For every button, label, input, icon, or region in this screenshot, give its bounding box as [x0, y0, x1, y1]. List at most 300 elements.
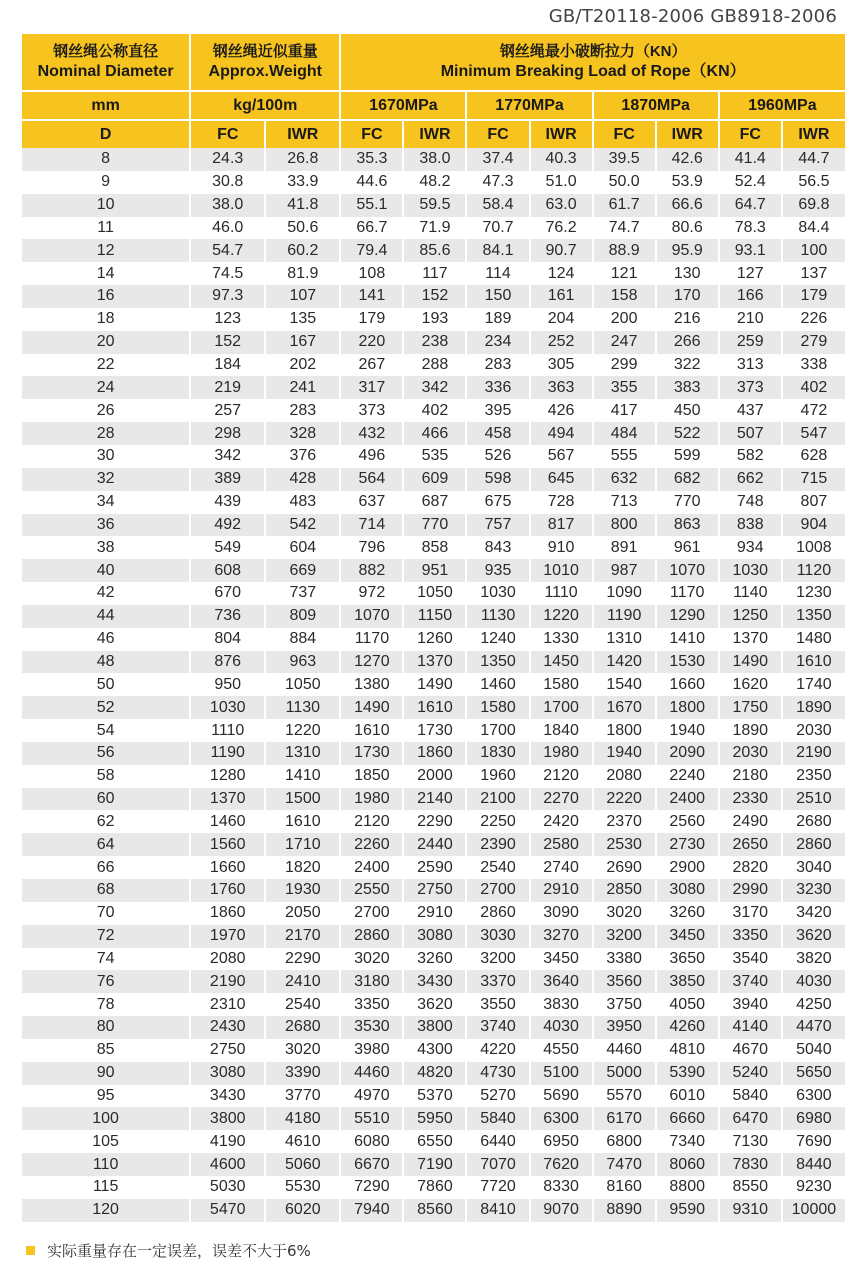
table-cell: 3260 [656, 902, 719, 925]
table-cell: 342 [190, 445, 265, 468]
table-cell: 37.4 [466, 148, 529, 171]
table-cell: 107 [265, 285, 340, 308]
table-row [22, 559, 845, 582]
table-cell: 1120 [782, 559, 845, 582]
table-row [22, 673, 845, 696]
table-cell: 2680 [265, 1016, 340, 1039]
table-cell: 100 [782, 239, 845, 262]
table-cell: 8160 [593, 1176, 656, 1199]
table-cell: 127 [719, 262, 782, 285]
table-cell: 1610 [782, 651, 845, 674]
col-1770-fc: FC [466, 120, 529, 148]
table-cell: 166 [719, 285, 782, 308]
table-cell: 1220 [265, 719, 340, 742]
table-cell: 3080 [656, 879, 719, 902]
table-cell: 61.7 [593, 194, 656, 217]
table-cell: 48.2 [403, 171, 466, 194]
table-cell: 1010 [530, 559, 593, 582]
table-row [22, 308, 845, 331]
table-cell: 483 [265, 491, 340, 514]
table-cell: 2650 [719, 833, 782, 856]
table-cell: 193 [403, 308, 466, 331]
table-cell: 2820 [719, 856, 782, 879]
diameter-cell: 36 [22, 514, 190, 537]
table-cell: 9310 [719, 1199, 782, 1222]
table-cell: 5240 [719, 1062, 782, 1085]
table-row [22, 948, 845, 971]
table-cell: 608 [190, 559, 265, 582]
table-cell: 687 [403, 491, 466, 514]
table-row [22, 148, 845, 171]
table-cell: 1760 [190, 879, 265, 902]
table-cell: 1150 [403, 605, 466, 628]
load-header-zh: 钢丝绳最小破断拉力（KN） [499, 43, 687, 60]
table-cell: 26.8 [265, 148, 340, 171]
table-cell: 170 [656, 285, 719, 308]
table-cell: 41.8 [265, 194, 340, 217]
diameter-cell: 44 [22, 605, 190, 628]
diameter-cell: 24 [22, 376, 190, 399]
table-cell: 7340 [656, 1130, 719, 1153]
table-cell: 336 [466, 376, 529, 399]
table-cell: 3080 [403, 925, 466, 948]
table-cell: 507 [719, 422, 782, 445]
table-cell: 1490 [403, 673, 466, 696]
table-cell: 1890 [782, 696, 845, 719]
table-cell: 1610 [340, 719, 403, 742]
table-row [22, 1153, 845, 1176]
table-cell: 4460 [340, 1062, 403, 1085]
table-cell: 56.5 [782, 171, 845, 194]
table-cell: 496 [340, 445, 403, 468]
table-cell: 1530 [656, 651, 719, 674]
diameter-cell: 120 [22, 1199, 190, 1222]
table-cell: 63.0 [530, 194, 593, 217]
table-cell: 66.6 [656, 194, 719, 217]
table-cell: 7620 [530, 1153, 593, 1176]
table-cell: 737 [265, 582, 340, 605]
table-cell: 1070 [340, 605, 403, 628]
table-cell: 3170 [719, 902, 782, 925]
diameter-cell: 22 [22, 354, 190, 377]
table-row [22, 1107, 845, 1130]
table-cell: 3020 [340, 948, 403, 971]
table-cell: 609 [403, 468, 466, 491]
table-cell: 3830 [530, 993, 593, 1016]
col-1960-iwr: IWR [782, 120, 845, 148]
table-cell: 9590 [656, 1199, 719, 1222]
diameter-cell: 58 [22, 765, 190, 788]
header-row-titles [22, 34, 845, 91]
table-cell: 4600 [190, 1153, 265, 1176]
table-cell: 402 [782, 376, 845, 399]
table-cell: 38.0 [403, 148, 466, 171]
table-cell: 1710 [265, 833, 340, 856]
table-cell: 1740 [782, 673, 845, 696]
table-cell: 7130 [719, 1130, 782, 1153]
header-row-types [22, 120, 845, 148]
table-cell: 5530 [265, 1176, 340, 1199]
table-cell: 5650 [782, 1062, 845, 1085]
table-cell: 3850 [656, 970, 719, 993]
table-cell: 1460 [466, 673, 529, 696]
table-cell: 2290 [403, 810, 466, 833]
table-cell: 3200 [593, 925, 656, 948]
table-cell: 1310 [265, 742, 340, 765]
table-cell: 1170 [656, 582, 719, 605]
table-cell: 432 [340, 422, 403, 445]
table-cell: 3820 [782, 948, 845, 971]
table-row [22, 765, 845, 788]
table-cell: 4220 [466, 1039, 529, 1062]
table-cell: 373 [340, 399, 403, 422]
diameter-cell: 12 [22, 239, 190, 262]
table-cell: 2540 [265, 993, 340, 1016]
table-cell: 1410 [656, 628, 719, 651]
table-cell: 604 [265, 536, 340, 559]
table-cell: 74.7 [593, 217, 656, 240]
table-cell: 137 [782, 262, 845, 285]
table-cell: 450 [656, 399, 719, 422]
diameter-cell: 74 [22, 948, 190, 971]
table-cell: 5000 [593, 1062, 656, 1085]
table-cell: 7470 [593, 1153, 656, 1176]
table-cell: 3540 [719, 948, 782, 971]
table-cell: 807 [782, 491, 845, 514]
table-cell: 1560 [190, 833, 265, 856]
table-row [22, 902, 845, 925]
table-cell: 1730 [403, 719, 466, 742]
table-cell: 1860 [403, 742, 466, 765]
diameter-cell: 68 [22, 879, 190, 902]
table-cell: 713 [593, 491, 656, 514]
table-cell: 748 [719, 491, 782, 514]
col-1960-fc: FC [719, 120, 782, 148]
table-cell: 3270 [530, 925, 593, 948]
table-cell: 2860 [466, 902, 529, 925]
table-cell: 3980 [340, 1039, 403, 1062]
table-cell: 637 [340, 491, 403, 514]
diameter-cell: 60 [22, 788, 190, 811]
table-cell: 322 [656, 354, 719, 377]
table-cell: 910 [530, 536, 593, 559]
table-cell: 1460 [190, 810, 265, 833]
table-cell: 161 [530, 285, 593, 308]
table-row [22, 925, 845, 948]
table-cell: 542 [265, 514, 340, 537]
table-cell: 3450 [656, 925, 719, 948]
table-cell: 8890 [593, 1199, 656, 1222]
table-cell: 8330 [530, 1176, 593, 1199]
table-cell: 582 [719, 445, 782, 468]
table-cell: 117 [403, 262, 466, 285]
table-cell: 987 [593, 559, 656, 582]
table-cell: 4260 [656, 1016, 719, 1039]
table-cell: 2260 [340, 833, 403, 856]
table-cell: 1580 [530, 673, 593, 696]
table-cell: 5510 [340, 1107, 403, 1130]
table-cell: 6300 [782, 1085, 845, 1108]
table-cell: 2120 [530, 765, 593, 788]
table-cell: 1660 [190, 856, 265, 879]
table-cell: 8800 [656, 1176, 719, 1199]
diameter-cell: 110 [22, 1153, 190, 1176]
table-cell: 158 [593, 285, 656, 308]
table-cell: 428 [265, 468, 340, 491]
table-cell: 728 [530, 491, 593, 514]
table-cell: 4140 [719, 1016, 782, 1039]
table-cell: 6470 [719, 1107, 782, 1130]
table-cell: 1610 [265, 810, 340, 833]
table-cell: 1480 [782, 628, 845, 651]
table-cell: 6300 [530, 1107, 593, 1130]
diameter-cell: 56 [22, 742, 190, 765]
table-cell: 189 [466, 308, 529, 331]
table-cell: 2100 [466, 788, 529, 811]
table-row [22, 1016, 845, 1039]
col-1870-fc: FC [593, 120, 656, 148]
table-cell: 1450 [530, 651, 593, 674]
table-cell: 184 [190, 354, 265, 377]
table-cell: 167 [265, 331, 340, 354]
table-cell: 891 [593, 536, 656, 559]
table-cell: 670 [190, 582, 265, 605]
table-cell: 81.9 [265, 262, 340, 285]
table-cell: 2250 [466, 810, 529, 833]
table-cell: 1540 [593, 673, 656, 696]
table-cell: 439 [190, 491, 265, 514]
table-cell: 2750 [403, 879, 466, 902]
table-cell: 5060 [265, 1153, 340, 1176]
grade-1960: 1960MPa [719, 91, 845, 120]
table-cell: 24.3 [190, 148, 265, 171]
table-cell: 2400 [340, 856, 403, 879]
table-cell: 2180 [719, 765, 782, 788]
table-cell: 219 [190, 376, 265, 399]
table-cell: 179 [782, 285, 845, 308]
table-cell: 555 [593, 445, 656, 468]
table-cell: 3450 [530, 948, 593, 971]
diameter-cell: 62 [22, 810, 190, 833]
table-cell: 4050 [656, 993, 719, 1016]
table-cell: 6980 [782, 1107, 845, 1130]
table-cell: 93.1 [719, 239, 782, 262]
table-cell: 2370 [593, 810, 656, 833]
table-cell: 1490 [340, 696, 403, 719]
table-cell: 2090 [656, 742, 719, 765]
table-cell: 288 [403, 354, 466, 377]
table-cell: 3030 [466, 925, 529, 948]
table-cell: 135 [265, 308, 340, 331]
table-cell: 2490 [719, 810, 782, 833]
grade-1870: 1870MPa [593, 91, 719, 120]
table-cell: 1830 [466, 742, 529, 765]
table-cell: 52.4 [719, 171, 782, 194]
table-cell: 3380 [593, 948, 656, 971]
table-cell: 863 [656, 514, 719, 537]
table-cell: 2170 [265, 925, 340, 948]
table-cell: 3020 [265, 1039, 340, 1062]
table-cell: 1620 [719, 673, 782, 696]
table-row [22, 696, 845, 719]
table-cell: 5690 [530, 1085, 593, 1108]
table-cell: 2350 [782, 765, 845, 788]
table-cell: 682 [656, 468, 719, 491]
table-row [22, 262, 845, 285]
table-cell: 152 [403, 285, 466, 308]
table-cell: 809 [265, 605, 340, 628]
diameter-cell: 34 [22, 491, 190, 514]
table-cell: 6440 [466, 1130, 529, 1153]
table-cell: 50.6 [265, 217, 340, 240]
table-cell: 2680 [782, 810, 845, 833]
table-cell: 51.0 [530, 171, 593, 194]
table-cell: 3560 [593, 970, 656, 993]
table-cell: 1610 [403, 696, 466, 719]
col-weight-fc: FC [190, 120, 265, 148]
table-cell: 494 [530, 422, 593, 445]
table-cell: 800 [593, 514, 656, 537]
table-cell: 313 [719, 354, 782, 377]
table-cell: 402 [403, 399, 466, 422]
diameter-cell: 80 [22, 1016, 190, 1039]
diameter-cell: 76 [22, 970, 190, 993]
table-cell: 1230 [782, 582, 845, 605]
table-cell: 884 [265, 628, 340, 651]
table-cell: 70.7 [466, 217, 529, 240]
table-cell: 71.9 [403, 217, 466, 240]
table-cell: 2270 [530, 788, 593, 811]
table-cell: 59.5 [403, 194, 466, 217]
table-cell: 4550 [530, 1039, 593, 1062]
col-d: D [22, 120, 190, 148]
table-cell: 44.7 [782, 148, 845, 171]
table-cell: 7190 [403, 1153, 466, 1176]
table-cell: 7070 [466, 1153, 529, 1176]
diameter-cell: 8 [22, 148, 190, 171]
table-cell: 466 [403, 422, 466, 445]
header-row-units [22, 91, 845, 120]
table-cell: 1350 [466, 651, 529, 674]
table-cell: 1860 [190, 902, 265, 925]
table-cell: 662 [719, 468, 782, 491]
table-cell: 1130 [466, 605, 529, 628]
table-cell: 736 [190, 605, 265, 628]
table-cell: 6670 [340, 1153, 403, 1176]
table-cell: 2400 [656, 788, 719, 811]
table-cell: 6550 [403, 1130, 466, 1153]
table-cell: 7830 [719, 1153, 782, 1176]
table-row [22, 1085, 845, 1108]
table-cell: 598 [466, 468, 529, 491]
table-cell: 3750 [593, 993, 656, 1016]
table-cell: 298 [190, 422, 265, 445]
table-cell: 1930 [265, 879, 340, 902]
table-cell: 1250 [719, 605, 782, 628]
table-cell: 47.3 [466, 171, 529, 194]
diameter-cell: 10 [22, 194, 190, 217]
table-cell: 4730 [466, 1062, 529, 1085]
table-cell: 6010 [656, 1085, 719, 1108]
table-cell: 1090 [593, 582, 656, 605]
table-cell: 4670 [719, 1039, 782, 1062]
table-row [22, 1130, 845, 1153]
table-cell: 547 [782, 422, 845, 445]
diameter-cell: 26 [22, 399, 190, 422]
table-cell: 3020 [593, 902, 656, 925]
table-cell: 3230 [782, 879, 845, 902]
table-cell: 46.0 [190, 217, 265, 240]
table-row [22, 491, 845, 514]
table-cell: 770 [656, 491, 719, 514]
diameter-cell: 20 [22, 331, 190, 354]
table-cell: 426 [530, 399, 593, 422]
table-cell: 1310 [593, 628, 656, 651]
table-cell: 3090 [530, 902, 593, 925]
table-cell: 299 [593, 354, 656, 377]
table-cell: 3640 [530, 970, 593, 993]
table-cell: 363 [530, 376, 593, 399]
diameter-cell: 78 [22, 993, 190, 1016]
table-cell: 64.7 [719, 194, 782, 217]
col-1870-iwr: IWR [656, 120, 719, 148]
table-cell: 3740 [719, 970, 782, 993]
table-row [22, 1062, 845, 1085]
table-cell: 645 [530, 468, 593, 491]
table-cell: 3740 [466, 1016, 529, 1039]
table-cell: 95.9 [656, 239, 719, 262]
diameter-header-zh: 钢丝绳公称直径 [53, 43, 159, 60]
table-row [22, 399, 845, 422]
table-body [22, 148, 845, 1222]
table-cell: 238 [403, 331, 466, 354]
diameter-cell: 30 [22, 445, 190, 468]
table-row [22, 285, 845, 308]
table-cell: 4820 [403, 1062, 466, 1085]
col-1670-iwr: IWR [403, 120, 466, 148]
table-cell: 6800 [593, 1130, 656, 1153]
table-row [22, 628, 845, 651]
load-header-en: Minimum Breaking Load of Rope（KN） [440, 63, 746, 80]
table-cell: 1130 [265, 696, 340, 719]
table-cell: 757 [466, 514, 529, 537]
table-cell: 376 [265, 445, 340, 468]
table-cell: 526 [466, 445, 529, 468]
table-row [22, 171, 845, 194]
table-cell: 317 [340, 376, 403, 399]
table-cell: 9230 [782, 1176, 845, 1199]
table-cell: 1170 [340, 628, 403, 651]
table-cell: 1850 [340, 765, 403, 788]
table-cell: 2700 [340, 902, 403, 925]
diameter-header [22, 34, 190, 91]
table-cell: 2420 [530, 810, 593, 833]
table-cell: 1140 [719, 582, 782, 605]
table-cell: 1370 [719, 628, 782, 651]
table-cell: 2080 [593, 765, 656, 788]
table-cell: 770 [403, 514, 466, 537]
table-cell: 492 [190, 514, 265, 537]
weight-header-zh: 钢丝绳近似重量 [212, 43, 318, 60]
diameter-cell: 66 [22, 856, 190, 879]
table-cell: 1070 [656, 559, 719, 582]
table-cell: 1800 [656, 696, 719, 719]
table-cell: 3350 [340, 993, 403, 1016]
table-cell: 389 [190, 468, 265, 491]
table-cell: 355 [593, 376, 656, 399]
diameter-cell: 85 [22, 1039, 190, 1062]
table-cell: 2860 [782, 833, 845, 856]
